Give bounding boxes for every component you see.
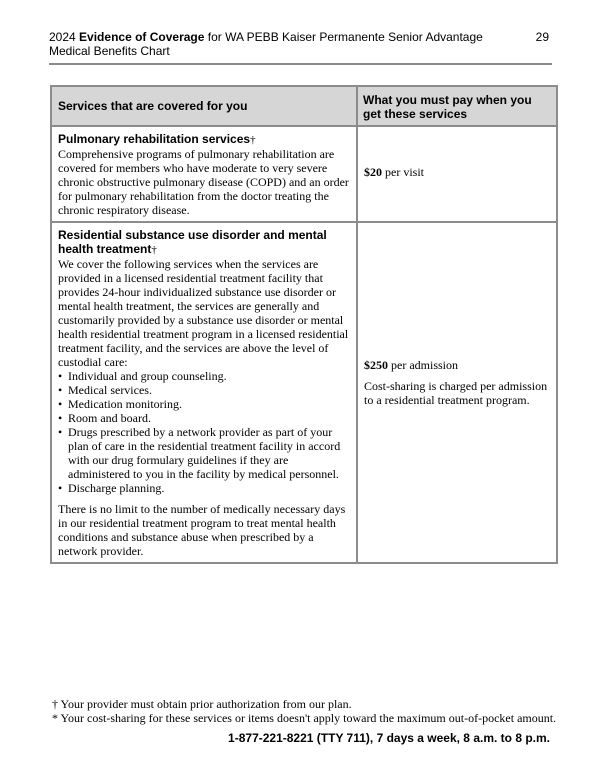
header-plan: for WA PEBB Kaiser Permanente Senior Advantage: [207, 30, 483, 44]
benefits-table: [50, 85, 558, 564]
service-bullet-list: [58, 369, 350, 495]
service-title: Residential substance use disorder and mental health treatment†: [58, 228, 327, 256]
footnote-asterisk: * Your cost-sharing for these services or items doesn't apply toward the maximum out-of-pocket amount.: [52, 711, 557, 725]
header-year: 2024: [49, 30, 76, 44]
cost-amount: $250: [364, 358, 388, 372]
service-cell: [51, 222, 357, 563]
contact-phone: 1-877-221-8221 (TTY 711), 7 days a week, 8 a.m. to 8 p.m.: [228, 731, 550, 745]
list-item: • Discharge planning.: [58, 481, 350, 495]
prior-auth-mark: †: [250, 134, 256, 146]
list-item: • Medical services.: [58, 383, 350, 397]
cost-cell: [357, 126, 557, 222]
cost-note: Cost-sharing is charged per admission to a residential treatment program.: [364, 379, 548, 407]
header-doc-title: Evidence of Coverage: [79, 30, 205, 44]
list-item: • Individual and group counseling.: [58, 369, 350, 383]
service-description: We cover the following services when the services are provided in a licensed residential treatment facility that provides 24-hour individualized substance use disorder or mental health treatment, the services are generally and customarily provided by a substance use disorder or mental health residential treatment program in a licensed residential treatment facility, and the services are above the level of custodial care:: [58, 257, 349, 369]
col-header-cost: What you must pay when you get these services: [357, 86, 557, 126]
table-row: [51, 126, 557, 222]
prior-auth-mark: †: [151, 244, 157, 256]
cost-line: [364, 358, 550, 372]
page-header: [49, 30, 552, 58]
cost-unit: per visit: [385, 165, 424, 179]
list-item: • Room and board.: [58, 411, 350, 425]
cost-cell: [357, 222, 557, 563]
table-row: [51, 222, 557, 563]
cost-unit: per admission: [391, 358, 458, 372]
header-section: Medical Benefits Chart: [49, 44, 170, 58]
service-cell: [51, 126, 357, 222]
page-number: 29: [535, 30, 549, 44]
table-header-row: [51, 86, 557, 126]
service-closing-note: There is no limit to the number of medically necessary days in our residential treatment program to treat mental health conditions and substance abuse when prescribed by a network provider.: [58, 502, 346, 558]
col-header-services: Services that are covered for you: [51, 86, 357, 126]
service-title: Pulmonary rehabilitation services†: [58, 132, 256, 146]
service-description: Comprehensive programs of pulmonary rehabilitation are covered for members who have moderate to very severe chronic obstructive pulmonary disease (COPD) and an order for pulmonary rehabilitation from the doctor treating the chronic respiratory disease.: [58, 147, 349, 217]
list-item: • Drugs prescribed by a network provider as part of your plan of care in the residential treatment facility in accord with our drug formulary guidelines if they are administered to you in the facility by medical personnel.: [58, 425, 350, 481]
footnote-dagger: † Your provider must obtain prior authorization from our plan.: [52, 697, 352, 711]
header-title-line: [49, 30, 552, 44]
cost-amount: $20: [364, 165, 382, 179]
header-divider: [49, 63, 552, 65]
list-item: • Medication monitoring.: [58, 397, 350, 411]
